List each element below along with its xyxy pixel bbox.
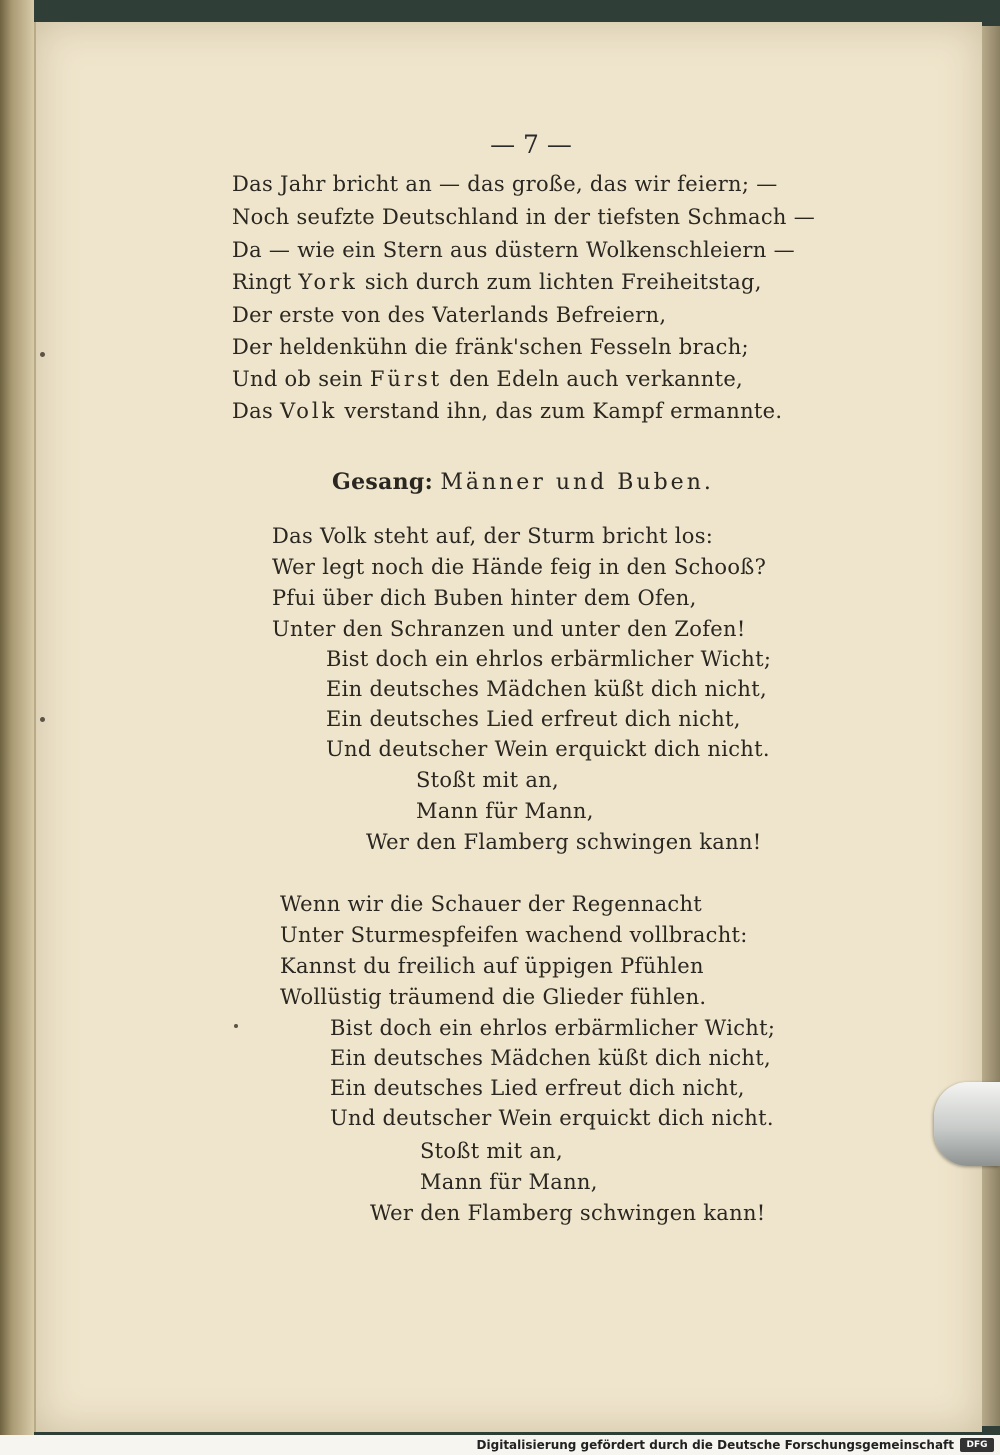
verse1-toast-2: Mann für Mann, <box>416 799 594 823</box>
verse2-toast-3: Wer den Flamberg schwingen kann! <box>370 1201 766 1225</box>
stanza1-line-3: Da — wie ein Stern aus düstern Wolkenschleiern — <box>232 238 795 262</box>
verse2-refrain-1: Bist doch ein ehrlos erbärmlicher Wicht; <box>330 1016 776 1040</box>
song-heading-lead: Gesang: <box>332 469 434 495</box>
stanza1-line-7-c: den Edeln auch verkannte, <box>442 367 744 391</box>
stanza1-line-1: Das Jahr bricht an — das große, das wir feiern; — <box>232 172 778 196</box>
verse1-refrain-4: Und deutscher Wein erquickt dich nicht. <box>326 737 770 761</box>
name-york: York <box>298 270 358 294</box>
verse1-refrain-3: Ein deutsches Lied erfreut dich nicht, <box>326 707 741 731</box>
stanza1-line-7-a: Und ob sein <box>232 367 370 391</box>
verse1-line-2: Wer legt noch die Hände feig in den Schooß? <box>272 555 767 579</box>
verse1-toast-1: Stoßt mit an, <box>416 768 559 792</box>
book-page <box>34 22 982 1432</box>
verse2-refrain-3: Ein deutsches Lied erfreut dich nicht, <box>330 1076 745 1100</box>
verse2-toast-1: Stoßt mit an, <box>420 1139 563 1163</box>
verse2-line-3: Kannst du freilich auf üppigen Pfühlen <box>280 954 704 978</box>
footer-bar <box>0 1435 1000 1455</box>
stanza1-line-7 <box>232 367 743 391</box>
verse2-line-4: Wollüstig träumend die Glieder fühlen. <box>280 985 707 1009</box>
verse2-line-1: Wenn wir die Schauer der Regennacht <box>280 892 703 916</box>
verse2-toast-2: Mann für Mann, <box>420 1170 598 1194</box>
word-fuerst: Fürst <box>369 367 443 391</box>
word-volk: Volk <box>280 399 338 423</box>
verse1-refrain-1: Bist doch ein ehrlos erbärmlicher Wicht; <box>326 647 772 671</box>
page-clip <box>934 1082 1000 1166</box>
stanza1-line-8 <box>232 399 782 423</box>
verse2-refrain-4: Und deutscher Wein erquickt dich nicht. <box>330 1106 774 1130</box>
verse1-refrain-2: Ein deutsches Mädchen küßt dich nicht, <box>326 677 767 701</box>
stanza1-line-4 <box>232 270 762 294</box>
song-heading <box>332 469 714 495</box>
stanza1-line-4-c: sich durch zum lichten Freiheitstag, <box>357 270 762 294</box>
verse1-line-3: Pfui über dich Buben hinter dem Ofen, <box>272 586 697 610</box>
ink-speck <box>234 1024 238 1028</box>
verse1-line-4: Unter den Schranzen und unter den Zofen! <box>272 617 746 641</box>
stanza1-line-5: Der erste von des Vaterlands Befreiern, <box>232 303 667 327</box>
scan-left-edge <box>0 0 34 1438</box>
page-number: — 7 — <box>490 130 572 159</box>
stanza1-line-8-c: verstand ihn, das zum Kampf ermannte. <box>337 399 783 423</box>
dfg-logo: DFG <box>960 1438 994 1452</box>
stanza1-line-4-a: Ringt <box>232 270 299 294</box>
verse2-line-2: Unter Sturmespfeifen wachend vollbracht: <box>280 923 748 947</box>
footer-credit: Digitalisierung gefördert durch die Deutsche Forschungsgemeinschaft <box>476 1438 954 1452</box>
verse1-line-1: Das Volk steht auf, der Sturm bricht los: <box>272 524 714 548</box>
binding-hole-mark <box>40 717 45 722</box>
stanza1-line-6: Der heldenkühn die fränk'schen Fesseln brach; <box>232 335 749 359</box>
song-heading-title: Männer und Buben. <box>440 470 714 495</box>
binding-hole-mark <box>40 352 45 357</box>
verse1-toast-3: Wer den Flamberg schwingen kann! <box>366 830 762 854</box>
stanza1-line-8-a: Das <box>232 399 281 423</box>
verse2-refrain-2: Ein deutsches Mädchen küßt dich nicht, <box>330 1046 771 1070</box>
stanza1-line-2: Noch seufzte Deutschland in der tiefsten Schmach — <box>232 205 816 229</box>
